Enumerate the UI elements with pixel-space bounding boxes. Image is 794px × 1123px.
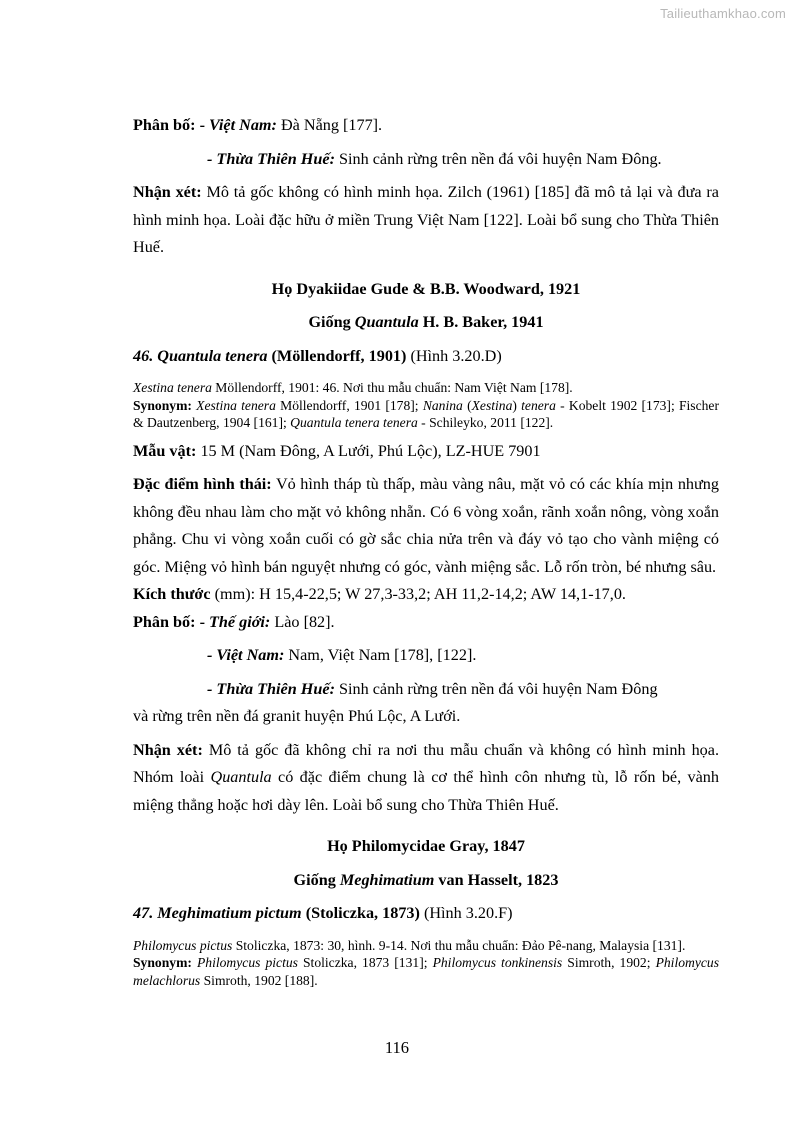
synonym-paragraph: Synonym: Xestina tenera Möllendorff, 1901 [178]; Nanina (Xestina) tenera - Kobelt 1902 [173]; Fischer & Dautzenberg, 1904 [161]; Quantula tenera tenera - Schileyko, 2011 [122]. [133,397,719,430]
watermark: Tailieuthamkhao.com [660,6,786,21]
document-body [133,112,719,989]
specimen-paragraph: Mẫu vật: 15 M (Nam Đông, A Lưới, Phú Lộc), LZ-HUE 7901 [133,441,541,460]
genus-heading: Giống Quantula H. B. Baker, 1941 [308,313,544,331]
family-heading: Họ Dyakiidae Gude & B.B. Woodward, 1921 [271,279,581,298]
family-heading: Họ Philomycidae Gray, 1847 [327,837,525,855]
genus-heading: Giống Meghimatium van Hasselt, 1823 [293,870,559,889]
distribution-tth-paragraph: - Thừa Thiên Huế: Sinh cảnh rừng trên nền đá vôi huyện Nam Đông [207,679,658,698]
distribution-tth-paragraph: - Thừa Thiên Huế: Sinh cảnh rừng trên nền đá vôi huyện Nam Đông. [207,149,662,168]
synonym-paragraph: Synonym: Philomycus pictus Stoliczka, 1873 [131]; Philomycus tonkinensis Simroth, 1902; Philomycus melachlorus Simroth, 1902 [188]. [133,955,719,988]
size-paragraph: Kích thước (mm): H 15,4-22,5; W 27,3-33,2; AH 11,2-14,2; AW 14,1-17,0. [133,585,626,603]
species-heading: 47. Meghimatium pictum (Stoliczka, 1873) (Hình 3.20.F) [133,904,513,922]
distribution-vn-paragraph: - Việt Nam: Nam, Việt Nam [178], [122]. [207,646,477,664]
original-reference: Xestina tenera Möllendorff, 1901: 46. Nơi thu mẫu chuẩn: Nam Việt Nam [178]. [133,380,573,395]
remark-paragraph: Nhận xét: Mô tả gốc không có hình minh họa. Zilch (1961) [185] đã mô tả lại và đưa ra hình minh họa. Loài đặc hữu ở miền Trung Việt Nam [122]. Loài bổ sung cho Thừa Thiên Huế. [133,183,719,256]
distribution-paragraph: Phân bố: - Việt Nam: Đà Nẵng [177]. [133,116,383,134]
remark-paragraph: Nhận xét: Mô tả gốc đã không chỉ ra nơi thu mẫu chuẩn và không có hình minh họa. Nhóm loài Quantula có đặc điểm chung là cơ thể hình côn nhưng tù, lỗ rốn bé, vành miệng thẳng hoặc hơi dày lên. Loài bổ sung cho Thừa Thiên Huế. [133,740,720,814]
page-number: 116 [384,1038,410,1057]
distribution-paragraph: Phân bố: - Thế giới: Lào [82]. [133,612,335,631]
distribution-tth-continuation: và rừng trên nền đá granit huyện Phú Lộc, A Lưới. [133,707,461,725]
label: Phân bố: [133,116,196,134]
original-reference: Philomycus pictus Stoliczka, 1873: 30, hình. 9-14. Nơi thu mẫu chuẩn: Đảo Pê-nang, Malaysia [131]. [133,937,686,953]
species-heading: 46. Quantula tenera (Möllendorff, 1901) (Hình 3.20.D) [133,346,502,365]
morphology-paragraph: Đặc điểm hình thái: Vỏ hình tháp tù thấp, màu vàng nâu, mặt vỏ có các khía mịn nhưng không đều nhau làm cho mặt vỏ không nhẵn. Có 6 vòng xoắn, rãnh xoắn nông, vòng xoắn phẳng. Chu vi vòng xoắn cuối có gờ sắc chia nửa trên và đáy vỏ tạo cho vành miệng có góc. Miệng vỏ hình bán nguyệt nhưng có góc, vành miệng sắc. Lỗ rốn tròn, bé nhưng sâu. [133,475,719,576]
